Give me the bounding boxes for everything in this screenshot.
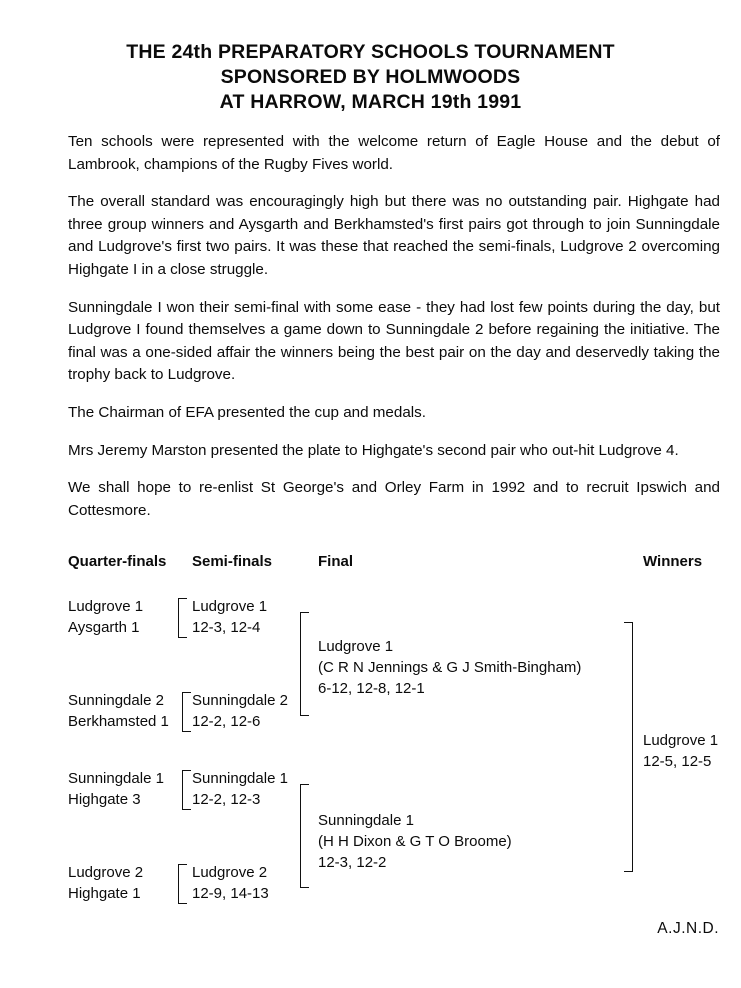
title-line-1: THE 24th PREPARATORY SCHOOLS TOURNAMENT bbox=[126, 41, 615, 63]
qf3-team-top: Sunningdale 1 bbox=[68, 770, 164, 787]
signature: A.J.N.D. bbox=[657, 920, 719, 937]
sf4-winner: Ludgrove 2 bbox=[192, 864, 268, 881]
title-line-3: AT HARROW, MARCH 19th 1991 bbox=[219, 91, 522, 113]
page-title bbox=[0, 40, 741, 115]
paragraph-4: The Chairman of EFA presented the cup and medals. bbox=[68, 403, 426, 421]
sf4-scores: 12-9, 14-13 bbox=[192, 885, 269, 902]
qf4-team-bottom: Highgate 1 bbox=[68, 885, 141, 902]
connector-final bbox=[624, 622, 633, 872]
winner-scores: 12-5, 12-5 bbox=[643, 753, 712, 770]
report-body bbox=[68, 131, 720, 522]
winner-name: Ludgrove 1 bbox=[643, 732, 719, 749]
quarter-final-match-3 bbox=[68, 768, 164, 810]
qf2-team-bottom: Berkhamsted 1 bbox=[68, 713, 169, 730]
bracket-header-winners: Winners bbox=[643, 553, 703, 570]
connector-qf4 bbox=[178, 864, 187, 904]
paragraph-6: We shall hope to re-enlist St George's and Orley Farm in 1992 and to recruit Ipswich and Cottesmore. bbox=[68, 479, 720, 519]
sf3-scores: 12-2, 12-3 bbox=[192, 791, 261, 808]
final2-players: (H H Dixon & G T O Broome) bbox=[318, 833, 512, 850]
semi-final-result-4 bbox=[192, 862, 269, 904]
overall-winner bbox=[643, 730, 718, 772]
semi-final-result-3 bbox=[192, 768, 288, 810]
connector-qf2 bbox=[182, 692, 191, 732]
qf2-team-top: Sunningdale 2 bbox=[68, 692, 164, 709]
sf2-winner: Sunningdale 2 bbox=[192, 692, 288, 709]
final2-scores: 12-3, 12-2 bbox=[318, 854, 387, 871]
semi-final-result-1 bbox=[192, 596, 267, 638]
final-result-2 bbox=[318, 810, 512, 873]
qf1-team-top: Ludgrove 1 bbox=[68, 598, 144, 615]
connector-sf-bottom bbox=[300, 784, 309, 888]
final-result-1 bbox=[318, 636, 581, 699]
semi-final-result-2 bbox=[192, 690, 288, 732]
sf3-winner: Sunningdale 1 bbox=[192, 770, 288, 787]
qf3-team-bottom: Highgate 3 bbox=[68, 791, 141, 808]
paragraph-2: The overall standard was encouragingly high but there was no outstanding pair. Highgate had three group winners and Aysgarth and Berkhamsted's first pairs got through to join Sunningdale and Ludgrove's first two pairs. It was these that reached the semi-finals, Ludgrove 2 overcoming Highgate I in a close struggle. bbox=[68, 193, 720, 278]
connector-qf3 bbox=[182, 770, 191, 810]
paragraph-3: Sunningdale I won their semi-final with some ease - they had lost few points during the day, but Ludgrove I found themselves a game down to Sunningdale 2 before regaining the initiative. The final was a one-sided affair the winners being the best pair on the day and deservedly taking the trophy back to Ludgrove. bbox=[68, 298, 720, 384]
paragraph-5: Mrs Jeremy Marston presented the plate to Highgate's second pair who out-hit Ludgrove 4. bbox=[68, 441, 679, 459]
quarter-final-match-2 bbox=[68, 690, 169, 732]
bracket-header-quarter-finals: Quarter-finals bbox=[68, 553, 167, 570]
qf4-team-top: Ludgrove 2 bbox=[68, 864, 144, 881]
title-line-2: SPONSORED BY HOLMWOODS bbox=[220, 66, 521, 88]
sf1-scores: 12-3, 12-4 bbox=[192, 619, 261, 636]
final1-players: (C R N Jennings & G J Smith-Bingham) bbox=[318, 659, 582, 676]
final1-scores: 6-12, 12-8, 12-1 bbox=[318, 680, 425, 697]
qf1-team-bottom: Aysgarth 1 bbox=[68, 619, 140, 636]
connector-qf1 bbox=[178, 598, 187, 638]
connector-sf-top bbox=[300, 612, 309, 716]
quarter-final-match-1 bbox=[68, 596, 143, 638]
sf2-scores: 12-2, 12-6 bbox=[192, 713, 261, 730]
quarter-final-match-4 bbox=[68, 862, 143, 904]
tournament-bracket bbox=[0, 540, 741, 960]
sf1-winner: Ludgrove 1 bbox=[192, 598, 268, 615]
bracket-header-final: Final bbox=[318, 553, 354, 570]
final1-winner: Ludgrove 1 bbox=[318, 638, 394, 655]
paragraph-1: Ten schools were represented with the welcome return of Eagle House and the debut of Lambrook, champions of the Rugby Fives world. bbox=[68, 133, 720, 173]
bracket-header-semi-finals: Semi-finals bbox=[192, 553, 273, 570]
final2-winner: Sunningdale 1 bbox=[318, 812, 414, 829]
